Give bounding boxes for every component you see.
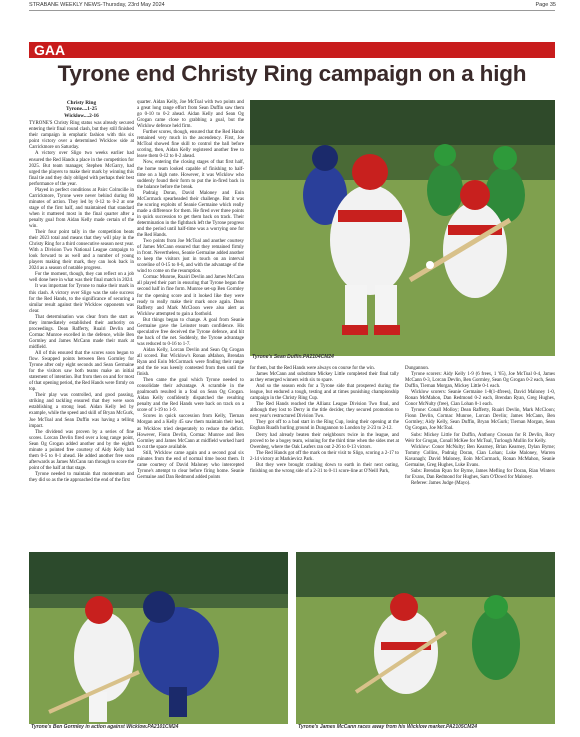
article-paragraph: Still, Wicklow came again and a second goal six minutes from the end of normal time boost them. It came courtesy of David Maloney who intercepted Tyrone's attempt to clear before firing home. Seanie Germaine and Dan Redmond added points (137, 450, 244, 480)
article-paragraph: Subs: Mickey Little for Duffin, Anthony Crossan for R Devlin, Rory Weir for Grogan, Conall McKee for McToal, Turlough Mullin for Kelly. (405, 432, 555, 444)
result-box (29, 100, 134, 119)
article-paragraph: Dungannon. (405, 366, 430, 371)
article-column-1 (29, 100, 134, 552)
article-paragraph: Their play was controlled, and good passing, striking and tackling ensured that they were soon establishing a strong lead. Aidan Kelly led by example, while the speed and skill of Bryan McGurk, Joe McToal and Sean Duffin was having a telling impact. (29, 393, 134, 429)
article-column-2 (137, 100, 244, 552)
article-paragraph: Tyrone scorers: Aidy Kelly 1-9 (6 frees, 1 '65), Joe McToal 0-4, James McCann 0-3, Lorcan Devlin, Ben Gormley, Sean Og Grogan 0-2 each, Sean Duffin, Tiernan Morgan, Mickey Little 0-1 each. (405, 372, 555, 390)
gormley-photo-image (29, 552, 288, 724)
article-paragraph: It was important for Tyrone to make their mark in this clash. A victory over Sligo was the sole success for the Red Hands, to the significance of securing a similar result against their Wicklow opponents was clear. (29, 284, 134, 314)
article-paragraph: Cormac Munroe, Ruairi Devlin and James McCann all played their part in ensuring that Tyrone began the second half in fine form. Munroe set-up Ben Gormley for the opening score and it looked like they were ready to really make their mark once again. Dean Rafferty and Mark McCloon were also alert as Wicklow attempted to gain a foothold. (137, 275, 244, 317)
article-paragraph: For the moment, though, they can reflect on a job well done here in what was their final match in 2024. (29, 272, 134, 284)
article-paragraph: And so the season ends for a Tyrone side that prospered during the league, but endured a tough, testing and at times punishing championship campaign in the Christy Ring Cup. (250, 384, 399, 402)
article-paragraph: Two points from Joe McToal and another courtesy of James McCann ensured that they remained firmly in front. Nevertheless, Seanie Germaine added another to keep the visitors just in touch on an interval scoreline of 0-15 to 0-6, and with the advantage of the wind to come on the resumption. (137, 239, 245, 275)
caption-top-photo: Tyrone's Sean Duffin.PA2104CM24 (252, 354, 334, 360)
article-paragraph: Referee: James Judge (Mayo). (411, 480, 471, 486)
article-paragraph: Tyrone needed to maintain that momentum and they did so as the tie approached the end of the first (29, 471, 134, 483)
column-2-text (137, 100, 244, 481)
article-paragraph: Wicklow scorers: Seanie Germaine 1-8(1-4frees), David Maloney 1-0, Ronan McMahon, Dan Redmond 0-2 each, Brendan Ryan, Greg Hughes, Conor McNulty (free), Cian Lohan 0-1 each. (405, 390, 555, 408)
article-paragraph: Now, entering the closing stages of that first half, the home team looked capable of finishing to half-time on a high note. However, it was Wicklow who suddenly found their form to put the in-fired back in the balance before the break. (137, 160, 244, 190)
article-paragraph: But they were brought crashing down to earth in their next outing, finishing on the wrong side of a 2-31 to 0-11 score-line at O'Neill Park, (250, 462, 399, 474)
article-paragraph: TYRONE'S Christy Ring status was already secured entering their final round clash, but they still finished their campaign in emphatic fashion with this six point victory over a determined Wicklow side at Carrickmore on Saturday. (29, 121, 134, 151)
article-paragraph: Derry had already beaten their neighbours twice in the league, and proved to be a bogey team, winning for the third time when the sides met at Owenbeg, where the Oak Leafers ran out 2-26 to 0-13 victors. (250, 432, 399, 450)
article-paragraph: Their four point tally in the competition beats their 2023 total and means that they will play in the Christy Ring for a third consecutive season next year. With a Division Two National League campaign to look forward to as well and a number of young players making their mark, they can look back in 2024 as a season of notable progress. (29, 230, 134, 272)
article-paragraph: That determination was clear from the start as they immediately established their authority on proceedings. Dean Rafferty, Ruairi Devlin and Cormac Munroe excelled in the defence, while Ben Gormley and James McCann made their mark at midfield. (29, 314, 134, 350)
headline: Tyrone end Christy Ring campaign on a high (57, 61, 527, 86)
column-3-text (250, 366, 399, 475)
page-number: Page 35 (535, 2, 556, 8)
article-paragraph: Tyrone: Conall Molloy; Dean Rafferty, Ruairi Devlin, Mark McCloon; Fionn Devlin, Cormac Munroe, Lorcan Devlin; James McCann, Ben Gormley; Aidy Kelly, Sean Duffin, Bryan McGurk; Tiernan Morgan, Sean Og Grogan, Joe McToal. (405, 408, 555, 432)
article-paragraph: But things began to change. A goal from Seanie Germaine gave the Leinster team confidence. His speculative free deceived the Tyrone defence, and hit the back of the net. Suddenly, the Tyrone advantage was reduced to 0-16 to 1-7. (137, 317, 244, 347)
article-paragraph: James McCann and substitute Mickey Little completed their final tally as they emerged winners with six to spare. (250, 372, 399, 384)
publication-line: STRABANE WEEKLY NEWS-Thursday, 23rd May 2024 (29, 2, 165, 8)
article-paragraph: All of this ensured that the scores soon began to flow. Swapped points between Ben Gormley for Tyrone after only eight seconds and Sean Germaine for the visitors saw both teams make an initial statement of intention. But from then on and for most of that opening period, the Red Hands were firmly on top. (29, 351, 134, 393)
photo-sean-duffin (250, 100, 555, 356)
article-paragraph: The dividend was proven by a series of fine scores. Lorcan Devlin fired over a long range point, Sean Og Grogan added another and by the eighth minute a pointed free courtesy of Aidy Kelly had them 0-5 to 0-1 ahead. He added another free soon afterwards as James McCann ran through to score the point of the half at that stage. (29, 429, 134, 471)
article-paragraph: They got off to a bad start in the Ring Cup, losing their opening at the Eoghan Ruadh hurling ground in Dungannon to London by 2-23 to 2-12. (250, 420, 399, 432)
score-line-1: Tyrone....1-25 (66, 106, 97, 113)
header-rule (29, 10, 555, 11)
article-paragraph: Padraig Doran, David Maloney and Eoin McCormack spearheaded their challenge. But it was the scoring exploits of Seanie Germaine which really made a difference for them. He fired over three points in quick succession to get them back on track. Their determination in the fightback left the Tyrone progress and the period until half-time was a worrying one for the Red Hands. (137, 190, 244, 239)
article-paragraph: Wicklow: Conor McNulty; Ben Kearney, Brian Kearney, Dylan Byrne; Tommy Collins, Padraig Doran, Cian Lohan; Luke Maloney, Warren Kavanagh; David Maloney, Eoin McCormack, Ronan McMahon, Seanie Germaine, Greg Hughes, Luke Evans. (405, 444, 555, 468)
section-bar (29, 42, 555, 58)
article-paragraph: The Red Hands reached the Allianz League Division Two final, and although they lost to Derry in the title decider, they secured promotion to next year's restructured Division Two. (250, 402, 399, 420)
article-paragraph: Further scores, though, ensured that the Red Hands remained very much in the ascendency. First, Joe McToal showed fine skill to control the ball before scoring, then, Aidan Kelly registered another free to leave them 0-12 to 0-2 ahead. (137, 130, 244, 160)
competition-name: Christy Ring (66, 100, 97, 106)
article-column-3 (250, 366, 399, 552)
article-paragraph: quarter. Aidan Kelly, Joe McToal with two points and a great long range effort from Sean Duffin saw them go 0-10 to 0-2 ahead. Aidan Kelly and Sean Og Grogan came close to grabbing a goal, but the Wicklow defence held firm. (137, 100, 244, 130)
page-header (0, 0, 580, 9)
column-4-text (405, 366, 555, 487)
photo-ben-gormley (29, 552, 288, 724)
score-line-2: Wicklow....2-16 (64, 112, 99, 119)
article-paragraph: Aidan Kelly, Lorcan Devlin and Sean Og Grogan all scored. But Wicklow's Ronan aMahon, Brendan Ryan and Eoin McCormack were finding their range and the tie was keenly contested from then until the finish. (137, 347, 244, 378)
article-paragraph: Then came the goal which Tyrone needed to consolidate their advantage. A scramble in the goalmouth resulted in a foul on Sean Og Grogan. Aidan Kelly confidently dispatched the resulting penalty and the Red Hands were back on track on a score of 1-19 to 1-9. (137, 378, 244, 414)
article-paragraph: Subs: Brendan Ryan for Byrne, James Mefling for Doran, Rian Winters for Evans, Dan Redmond for Hughes, Sam O'Dowd for Maloney. (405, 468, 555, 480)
section-label: GAA (34, 42, 66, 58)
article-paragraph: The Red Hands got off the mark on their visit to Sligo, scoring a 2-17 to 2-14 victory at Markievicz Park. (250, 450, 399, 462)
article-paragraph: A victory over Sligo two weeks earlier had ensured the Red Hands a place in the competition for 2025. But team manager, Stephen McGarry, had urged the players to make their mark by winning this final tie and they duly obliged with perhaps their best performance of the year. (29, 151, 134, 187)
article-paragraph: for them, but the Red Hands were always on course for the win. (250, 366, 375, 371)
hurling-photo-image (250, 100, 555, 356)
column-1-text (29, 121, 134, 484)
mccann-photo-image (296, 552, 555, 724)
caption-bottom-left: Tyrone's Ben Gormley in action against Wicklow.PA2101CM24 (31, 724, 179, 730)
article-paragraph: Played in perfect conditions at Pairc Colmcille in Carrickmore, Tyrone were never behind during 80 minutes of action. They led by 0-12 to 0-2 at one stage of the first half, and maintained that standard when it mattered most in the final quarter after a penalty goal from Aidan Kelly made certain of the win. (29, 187, 134, 230)
caption-bottom-right: Tyrone's James McCann races away from his Wicklow marker.PA2105CM24 (298, 724, 478, 730)
article-column-4 (405, 366, 555, 552)
article-paragraph: Scores in quick succession from Kelly, Tiernan Morgan and a Kelly 45 saw them maintain their lead, as Wicklow tried desperately to reduce the deficit. However, Fionn Devlin, Cormac Munroe and Ben Gormley and James McCann at midfield worked hard to cut the space available. (137, 414, 244, 450)
photo-james-mccann (296, 552, 555, 724)
